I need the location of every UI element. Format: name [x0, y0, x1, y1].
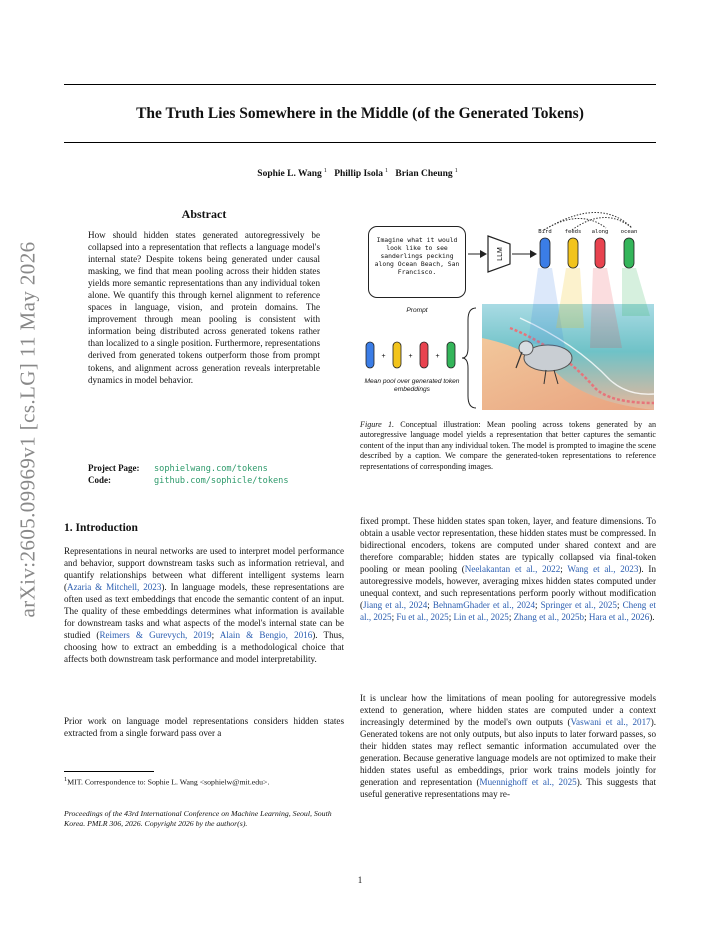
affiliation-mark: 1 [323, 168, 327, 174]
citation-link[interactable]: BehnamGhader et al., 2024 [432, 600, 536, 611]
token-embedding-along [595, 238, 605, 268]
citation-link[interactable]: Zhang et al., 2025b [513, 612, 585, 623]
author-name: Phillip Isola [334, 169, 384, 180]
pooled-token-ocean [447, 342, 455, 368]
citation-link[interactable]: Hara et al., 2026 [588, 612, 650, 623]
token-label-feeds: feeds [564, 229, 582, 235]
token-projection [622, 268, 650, 316]
citation-link[interactable]: Fu et al., 2025 [396, 612, 449, 623]
affiliation-mark: 1 [385, 168, 389, 174]
code-label: Code: [88, 475, 111, 485]
citation-link[interactable]: Azaria & Mitchell, 2023 [67, 582, 162, 593]
project-page-label: Project Page: [88, 463, 140, 473]
llm-label: LLM [497, 247, 504, 261]
token-label-bird: Bird [538, 229, 552, 235]
abstract-text: How should hidden states generated autoregressively be collapsed into a representation that reflects a language model's internal state? Despite tokens being generated under causal masking, we find that mean pooling across their hidden states yields more semantic representations than any individual token alone. We quantify this through kernel alignment to reference spaces in language, vision, and protein domains. The improvement through mean pooling is consistent with information being distributed across generated tokens rather than localized to a single position. Furthermore, representations derived from generated tokens outperform those from prompt tokens, and alignment across generation reveals interpretable dynamics in model behavior. [88, 230, 320, 385]
arxiv-identifier: arXiv:2605.09969v1 [cs.LG] 11 May 2026 [15, 241, 40, 618]
intro-paragraph-1: Representations in neural networks are used to interpret model performance and behavior, support downstream tasks such as information retrieval, and quantify relationships between what different intelligent systems learn (Azaria & Mitchell, 2023). In language models, these representations are often used as text embeddings that encode the semantic content of an input. The quality of these embeddings determines what information is available for downstream tasks and what aspects of the model's internal state can be studied (Reimers & Gurevych, 2019; Alain & Bengio, 2016). Thus, choosing how to extract an embedding is a methodological choice that affects both downstream task performance and model interpretability. [64, 546, 345, 665]
plus-sign: + [408, 353, 413, 360]
token-embedding-bird [540, 238, 550, 268]
prompt-box: Imagine what it would look like to see sanderlings pecking along Ocean Beach, San Francisco. [368, 226, 466, 298]
pooled-token-along [420, 342, 428, 368]
author-name: Brian Cheung [395, 169, 453, 180]
intro-paragraph-4: It is unclear how the limitations of mean pooling for autoregressive models extend to generation, where hidden states are computed under a context increasingly determined by the model's own outputs (Vaswani et al., 2017). Generated tokens are not only outputs, but also inputs to later forward passes, so their hidden states may reflect semantic information accumulated over the generation. Because generative language models are not optimized to make their hidden states useful as embeddings, prior work trains models jointly for generation and representation (Muennighoff et al., 2025). This suggests that useful generative representations may re- [360, 693, 656, 800]
citation-link[interactable]: Muennighoff et al., 2025 [479, 777, 577, 788]
page-number: 1 [357, 875, 363, 885]
title-bottom-rule [64, 142, 656, 143]
figure-1 [360, 198, 656, 412]
proceedings-note: Proceedings of the 43rd International Conference on Machine Learning, Seoul, South Korea. PMLR 306, 2026. Copyright 2026 by the author(s). [64, 809, 332, 828]
token-projection [556, 268, 584, 328]
affiliation-mark: 1 [454, 168, 458, 174]
citation-link[interactable]: Reimers & Gurevych, 2019 [99, 630, 212, 641]
pooled-token-feeds [393, 342, 401, 368]
citation-link[interactable]: Vaswani et al., 2017 [570, 717, 651, 728]
project-page-line [88, 463, 268, 474]
citation-link[interactable]: Neelakantan et al., 2022 [464, 564, 561, 575]
author-list [64, 168, 656, 179]
intro-paragraph-2: Prior work on language model representations considers hidden states extracted from a single forward pass over a [64, 716, 344, 739]
citation-link[interactable]: Springer et al., 2025 [540, 600, 617, 611]
section-heading: 1. Introduction [64, 522, 138, 534]
caption-label: Figure 1. [360, 420, 395, 429]
prompt-label: Prompt [406, 307, 428, 314]
author-name: Sophie L. Wang [257, 169, 322, 180]
code-line [88, 475, 289, 486]
intro-paragraph-3: fixed prompt. These hidden states span token, layer, and feature dimensions. To obtain a usable vector representation, these hidden states must be compressed. In bidirectional encoders, tokens are computed under shared context and are therefore comparable; hidden states are typically collapsed via final-token pooling or mean pooling (Neelakantan et al., 2022; Wang et al., 2023). In autoregressive models, however, averaging mixes hidden states computed under unequal context, and such representations perform poorly without modification (Jiang et al., 2024; BehnamGhader et al., 2024; Springer et al., 2025; Cheng et al., 2025; Fu et al., 2025; Lin et al., 2025; Zhang et al., 2025b; Hara et al., 2026). [360, 516, 656, 623]
title-top-rule [64, 84, 656, 85]
citation-link[interactable]: Lin et al., 2025 [453, 612, 509, 623]
citation-link[interactable]: Wang et al., 2023 [567, 564, 639, 575]
plus-sign: + [435, 353, 440, 360]
figure-caption [360, 420, 656, 472]
paper-title: The Truth Lies Somewhere in the Middle (of the Generated Tokens) [136, 105, 584, 122]
project-page-link[interactable]: sophielwang.com/tokens [154, 464, 268, 474]
citation-link[interactable]: Jiang et al., 2024 [363, 600, 428, 611]
footnote-rule [64, 771, 154, 772]
token-embedding-ocean [624, 238, 634, 268]
pooled-token-bird [366, 342, 374, 368]
footnote-text: MIT. Correspondence to: Sophie L. Wang <sophielw@mit.edu>. [67, 777, 270, 787]
citation-link[interactable]: Cheng et al., 2025 [360, 600, 656, 623]
mean-pool-label: Mean pool over generated token embeddings [364, 378, 460, 393]
pool-bracket [462, 308, 476, 408]
plus-sign: + [381, 353, 386, 360]
footnote [64, 775, 344, 788]
citation-link[interactable]: Alain & Bengio, 2016 [219, 630, 313, 641]
token-embedding-feeds [568, 238, 578, 268]
arrow-head-icon [480, 250, 487, 258]
abstract-heading: Abstract [181, 207, 227, 221]
footnote-mark: 1 [64, 776, 68, 783]
arrow-head-icon [530, 250, 537, 258]
caption-text: Conceptual illustration: Mean pooling across tokens generated by an autoregressive language model yields a representation that better captures the semantic content of the input than any individual token. The model is prompted to imagine the scene described by a caption. We compare the generated-token representations to reference representations of corresponding images. [360, 420, 656, 471]
token-label-along: along [591, 229, 609, 235]
code-link[interactable]: github.com/sophicle/tokens [154, 476, 289, 486]
token-label-ocean: ocean [620, 229, 638, 235]
